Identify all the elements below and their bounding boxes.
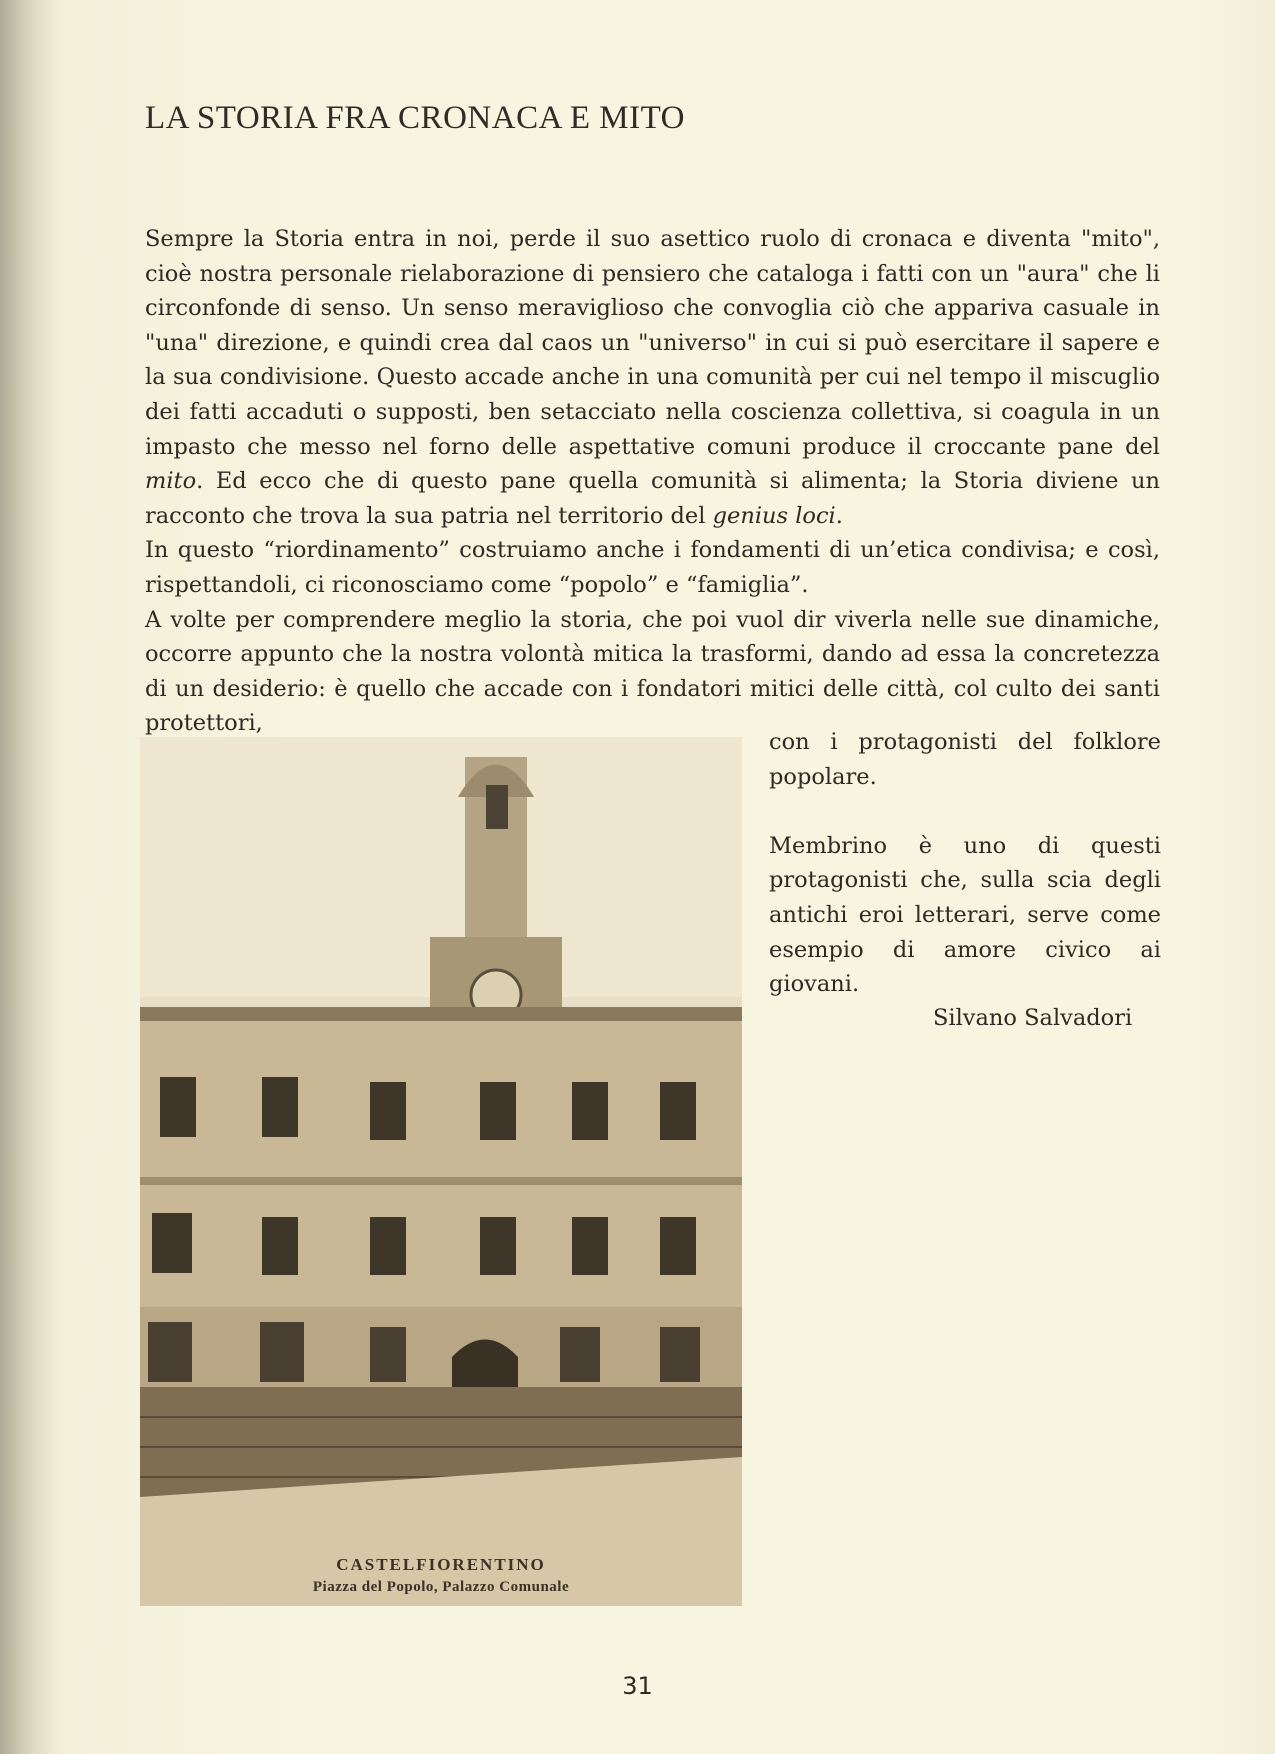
paragraph-1-text-c: . (835, 502, 843, 529)
paragraph-1-text-b: . Ed ecco che di questo pane quella comunità si alimenta; la Storia diviene un racconto che trova la sua patria nel territorio del (145, 468, 1160, 529)
book-gutter-shadow (0, 0, 58, 1754)
italic-mito: mito (145, 468, 197, 495)
side-column (769, 725, 1161, 1002)
paragraph-3-continued: con i protagonisti del folklore popolare. (769, 729, 1161, 790)
building-illustration (140, 737, 742, 1606)
body-text (145, 222, 1160, 741)
author-signature: Silvano Salvadori (933, 1005, 1133, 1031)
paragraph-2: In questo “riordinamento” costruiamo anche i fondamenti di un’etica condivisa; e così, rispettandoli, ci riconosciamo come “popolo” e “famiglia”. (145, 537, 1160, 598)
paragraph-1 (145, 222, 1160, 533)
paragraph-1-text-a: Sempre la Storia entra in noi, perde il suo asettico ruolo di cronaca e diventa "mito", cioè nostra personale rielaborazione di pensiero che cataloga i fatti con un "aura" che li circonfonde di senso. Un senso meraviglioso che convoglia ciò che appariva casuale in "una" direzione, e quindi crea dal caos un "universo" in cui si può esercitare il sapere e la sua condivisione. Questo accade anche in una comunità per cui nel tempo il miscuglio dei fatti accaduti o supposti, ben setacciato nella coscienza collettiva, si coagula in un impasto che messo nel forno delle aspettative comuni produce il croccante pane del (145, 226, 1160, 460)
paragraph-3: A volte per comprendere meglio la storia, che poi vuol dir viverla nelle sue dinamiche, occorre appunto che la nostra volontà mitica la trasformi, dando ad essa la concretezza di un desiderio: è quello che accade con i fondatori mitici delle città, col culto dei santi protettori, (145, 606, 1160, 737)
photo-caption-title: CASTELFIORENTINO (336, 1555, 546, 1574)
paragraph-4: Membrino è uno di questi protagonisti che, sulla scia degli antichi eroi letterari, serve come esempio di amore civico ai giovani. (769, 832, 1161, 998)
page-title: LA STORIA FRA CRONACA E MITO (145, 100, 685, 136)
historic-photo-palazzo-comunale (140, 737, 742, 1606)
page-number: 31 (622, 1672, 653, 1700)
italic-genius-loci: genius loci (712, 502, 836, 529)
photo-caption-subtitle: Piazza del Popolo, Palazzo Comunale (312, 1579, 570, 1595)
